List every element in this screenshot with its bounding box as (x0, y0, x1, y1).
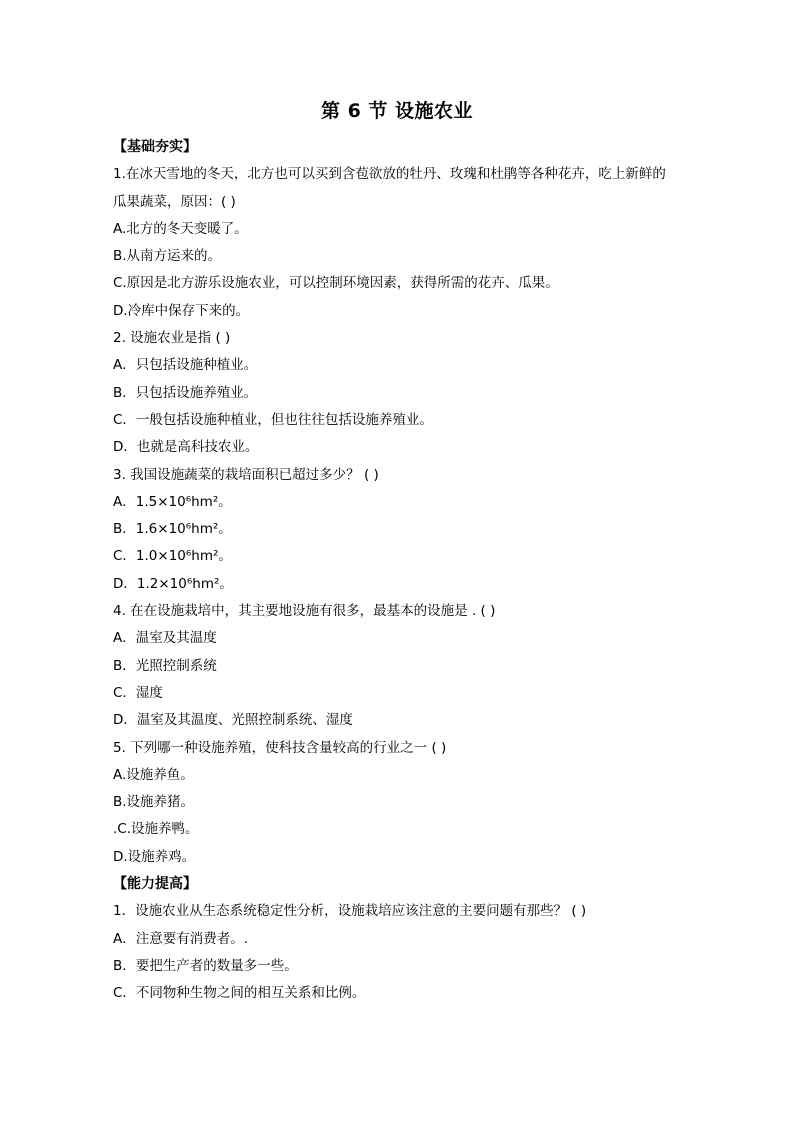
question-line: 2. 设施农业是指 ( ) (113, 330, 231, 347)
question-line: C．湿度 (113, 684, 163, 701)
question-line: 1．设施农业从生态系统稳定性分析，设施栽培应该注意的主要问题有那些？ ( ) (113, 903, 587, 920)
question-line: C．一般包括设施种植业，但也往往包括设施养殖业。 (113, 411, 433, 428)
question-line: D.设施养鸡。 (113, 848, 196, 865)
question-line: B．要把生产者的数量多一些。 (113, 957, 298, 974)
question-line: 4. 在在设施栽培中，其主要地设施有很多，最基本的设施是 . ( ) (113, 603, 496, 620)
question-line: A.设施养鱼。 (113, 766, 194, 783)
question-line: .C.设施养鸭。 (113, 821, 199, 838)
question-line: 瓜果蔬菜，原因：( ) (113, 193, 236, 210)
section-heading: 【能力提高】 (113, 876, 197, 893)
question-line: C．不同物种生物之间的相互关系和比例。 (113, 985, 366, 1002)
question-line: A．温室及其温度 (113, 630, 217, 647)
question-line: 1.在冰天雪地的冬天，北方也可以买到含苞欲放的牡丹、玫瑰和杜鹃等各种花卉，吃上新鲜的 (113, 166, 666, 183)
question-line: B．只包括设施养殖业。 (113, 384, 258, 401)
question-line: B．光照控制系统 (113, 657, 217, 674)
question-line: B．1.6×10⁶hm²。 (113, 521, 232, 538)
section-heading: 【基础夯实】 (113, 139, 197, 155)
question-line: A．注意要有消费者。. (113, 930, 249, 947)
question-line: A．1.5×10⁶hm²。 (113, 493, 232, 510)
question-line: A.北方的冬天变暖了。 (113, 220, 248, 237)
question-line: B.从南方运来的。 (113, 248, 222, 265)
question-line: D．1.2×10⁶hm²。 (113, 575, 233, 592)
question-line: 3. 我国设施蔬菜的栽培面积已超过多少？ ( ) (113, 466, 379, 483)
question-line: D．温室及其温度、光照控制系统、湿度 (113, 712, 353, 729)
document-body (113, 134, 693, 1008)
question-line: 5. 下列哪一种设施养殖，使科技含量较高的行业之一 ( ) (113, 739, 447, 756)
page-title: 第 6 节 设施农业 (320, 100, 474, 122)
question-line: D．也就是高科技农业。 (113, 439, 259, 456)
question-line: A．只包括设施种植业。 (113, 357, 258, 374)
question-line: D.冷库中保存下来的。 (113, 302, 250, 319)
question-line: C．1.0×10⁶hm²。 (113, 548, 232, 565)
question-line: C.原因是北方游乐设施农业，可以控制环境因素，获得所需的花卉、瓜果。 (113, 275, 559, 292)
question-line: B.设施养猪。 (113, 794, 195, 811)
